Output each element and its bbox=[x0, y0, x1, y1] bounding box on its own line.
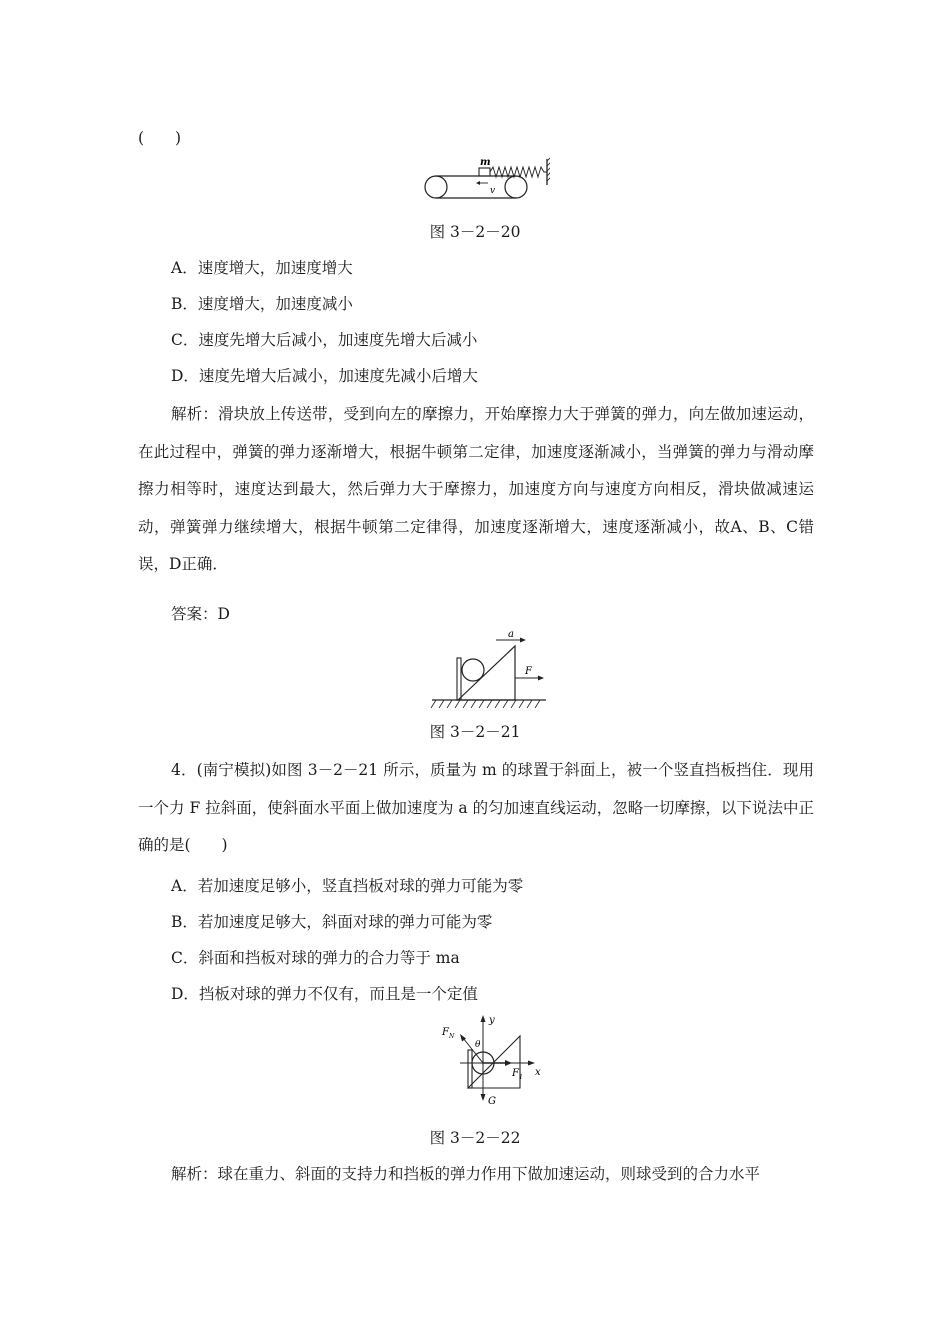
q3-option-a: A．速度增大，加速度增大 bbox=[171, 259, 353, 277]
velocity-label: v bbox=[490, 186, 496, 196]
q3-answer: 答案：D bbox=[171, 605, 230, 623]
figure-caption-3-2-22: 图 3－2－22 bbox=[429, 1129, 521, 1147]
theta-label: θ bbox=[475, 1040, 481, 1050]
force-label: F bbox=[525, 666, 532, 677]
q3-analysis: 解析：滑块放上传送带，受到向左的摩擦力，开始摩擦力大于弹簧的弹力，向左做加速运动，在此过程中，弹簧的弹力逐渐增大，根据牛顿第二定律，加速度逐渐减小，当弹簧的弹力与滑动摩擦力相等时，速度达到最大，然后弹力大于摩擦力，加速度方向与速度方向相反，滑块做减速运动，弹簧弹力继续增大，根据牛顿第二定律得，加速度逐渐增大，速度逐渐减小，故A、B、C错误，D正确． bbox=[138, 405, 814, 573]
q4-option-a: A．若加速度足够小，竖直挡板对球的弹力可能为零 bbox=[171, 877, 524, 895]
figure-caption-3-2-20: 图 3－2－20 bbox=[429, 223, 521, 241]
q4-option-b: B．若加速度足够大，斜面对球的弹力可能为零 bbox=[171, 913, 493, 931]
q4-option-d: D．挡板对球的弹力不仅有，而且是一个定值 bbox=[171, 985, 478, 1003]
f1-subscript: 1 bbox=[519, 1074, 523, 1081]
q3-option-c: C．速度先增大后减小，加速度先增大后减小 bbox=[171, 331, 478, 349]
mass-label: m bbox=[480, 157, 491, 168]
q4-option-c: C．斜面和挡板对球的弹力的合力等于 ma bbox=[171, 949, 460, 967]
x-axis-label: x bbox=[535, 1067, 541, 1078]
y-axis-label: y bbox=[489, 1015, 495, 1026]
acceleration-label: a bbox=[508, 629, 514, 640]
incline-figure bbox=[428, 628, 550, 718]
answer-bracket: ( ) bbox=[138, 129, 182, 147]
force-diagram-figure bbox=[430, 1008, 550, 1112]
q3-option-d: D．速度先增大后减小，加速度先减小后增大 bbox=[171, 367, 478, 385]
q4-stem: 4．(南宁模拟)如图 3－2－21 所示，质量为 m 的球置于斜面上，被一个竖直挡板挡住．现用一个力 F 拉斜面，使斜面水平面上做加速度为 a 的匀加速直线运动，忽略一切摩擦，以下说法中正确的是( ) bbox=[138, 761, 814, 854]
normal-force-label: F bbox=[442, 1027, 449, 1038]
f1-label: F bbox=[512, 1068, 519, 1079]
figure-caption-3-2-21: 图 3－2－21 bbox=[429, 723, 521, 741]
q3-option-b: B．速度增大，加速度减小 bbox=[171, 295, 353, 313]
gravity-label: G bbox=[488, 1096, 496, 1107]
conveyor-figure bbox=[420, 155, 550, 203]
q4-analysis: 解析：球在重力、斜面的支持力和挡板的弹力作用下做加速运动，则球受到的合力水平 bbox=[171, 1165, 761, 1183]
normal-force-subscript: N bbox=[449, 1033, 455, 1040]
